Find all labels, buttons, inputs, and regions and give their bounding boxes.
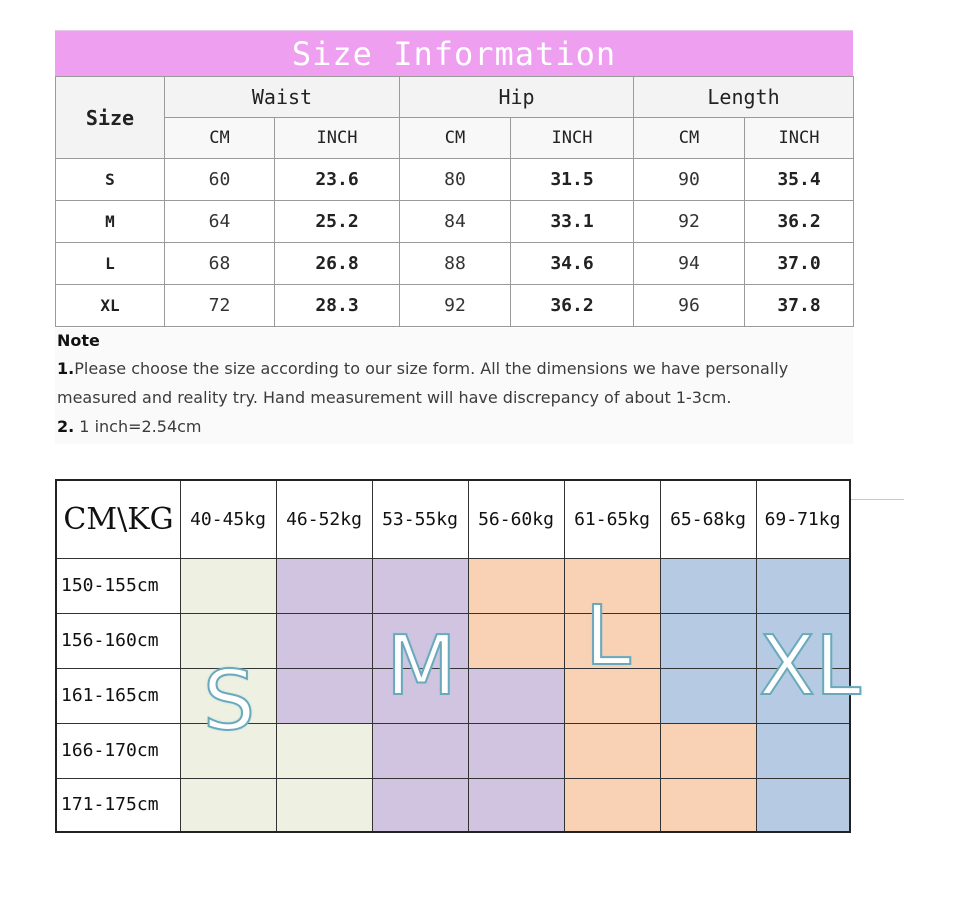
size-cell-xl [660,558,756,613]
cm-value: 92 [634,201,745,243]
grid-line-horizontal [57,613,849,614]
size-cell-l [564,723,660,778]
size-label: XL [56,285,165,327]
grid-line-horizontal [57,778,849,779]
cm-value: 88 [400,243,511,285]
weight-header: 46-52kg [286,509,362,530]
size-column-header: Size [56,77,165,159]
size-cell-m [372,558,468,613]
inch-value: 26.8 [275,243,400,285]
note-section [55,328,853,444]
measurement-table [55,76,854,327]
weight-header: 53-55kg [382,509,458,530]
cm-value: 92 [400,285,511,327]
size-label: L [56,243,165,285]
unit-header: INCH [511,118,634,159]
waist-header: Waist [165,77,400,118]
size-row [56,201,854,243]
weight-header: 69-71kg [764,509,841,530]
inch-value: 37.8 [745,285,854,327]
cm-value: 68 [165,243,275,285]
height-weight-size-chart [55,479,861,833]
unit-header: CM [400,118,511,159]
inch-value: 36.2 [511,285,634,327]
size-cell-m [468,778,564,831]
size-label: M [56,201,165,243]
note-line-1: 1.Please choose the size according to our size form. All the dimensions we have personally [57,359,789,378]
size-cell-m [372,778,468,831]
inch-value: 31.5 [511,159,634,201]
weight-header: 65-68kg [670,509,746,530]
divider-line [851,499,904,500]
inch-value: 34.6 [511,243,634,285]
weight-header: 40-45kg [190,509,266,530]
height-label: 166-170cm [61,740,159,761]
size-cell-m [276,668,372,723]
cm-value: 72 [165,285,275,327]
size-cell-l [660,723,756,778]
size-cell-xl [756,723,849,778]
size-cell-xl [660,668,756,723]
grid-line-horizontal [57,558,849,559]
unit-header: CM [165,118,275,159]
size-row [56,285,854,327]
unit-header: INCH [275,118,400,159]
inch-value: 28.3 [275,285,400,327]
note-line-3: 2. 1 inch=2.54cm [57,417,202,436]
height-label: 171-175cm [61,794,159,815]
size-cell-s [180,778,276,831]
grid-line-horizontal [57,723,849,724]
cm-value: 80 [400,159,511,201]
cm-value: 96 [634,285,745,327]
inch-value: 33.1 [511,201,634,243]
weight-header: 56-60kg [478,509,554,530]
size-cell-xl [756,558,849,613]
height-label: 156-160cm [61,630,159,651]
size-information-title: Size Information [55,30,853,76]
size-cell-s [276,723,372,778]
size-cell-l [564,778,660,831]
size-row [56,243,854,285]
size-row [56,159,854,201]
note-line-2: measured and reality try. Hand measurement will have discrepancy of about 1-3cm. [57,388,732,407]
corner-header: CM\KG [63,502,174,537]
height-label: 161-165cm [61,685,159,706]
inch-value: 36.2 [745,201,854,243]
note-title: Note [57,331,100,350]
size-cell-xl [660,613,756,668]
cm-value: 64 [165,201,275,243]
size-overlay-m: M [386,619,457,714]
hip-header: Hip [400,77,634,118]
size-label: S [56,159,165,201]
size-cell-m [372,723,468,778]
unit-header: INCH [745,118,854,159]
inch-value: 37.0 [745,243,854,285]
cm-value: 90 [634,159,745,201]
inch-value: 25.2 [275,201,400,243]
size-overlay-s: S [203,654,256,749]
size-cell-l [468,558,564,613]
cm-value: 94 [634,243,745,285]
length-header: Length [634,77,854,118]
inch-value: 35.4 [745,159,854,201]
size-cell-m [468,723,564,778]
size-cell-m [468,668,564,723]
weight-header: 61-65kg [574,509,650,530]
size-cell-m [276,558,372,613]
cm-value: 84 [400,201,511,243]
inch-value: 23.6 [275,159,400,201]
size-cell-l [468,613,564,668]
size-cell-s [180,558,276,613]
size-overlay-xl: XL [759,619,861,714]
size-cell-s [276,778,372,831]
size-cell-m [276,613,372,668]
size-information-table [55,30,853,327]
height-label: 150-155cm [61,575,159,596]
size-cell-l [660,778,756,831]
cm-value: 60 [165,159,275,201]
size-overlay-l: L [585,589,631,684]
unit-header: CM [634,118,745,159]
size-cell-xl [756,778,849,831]
